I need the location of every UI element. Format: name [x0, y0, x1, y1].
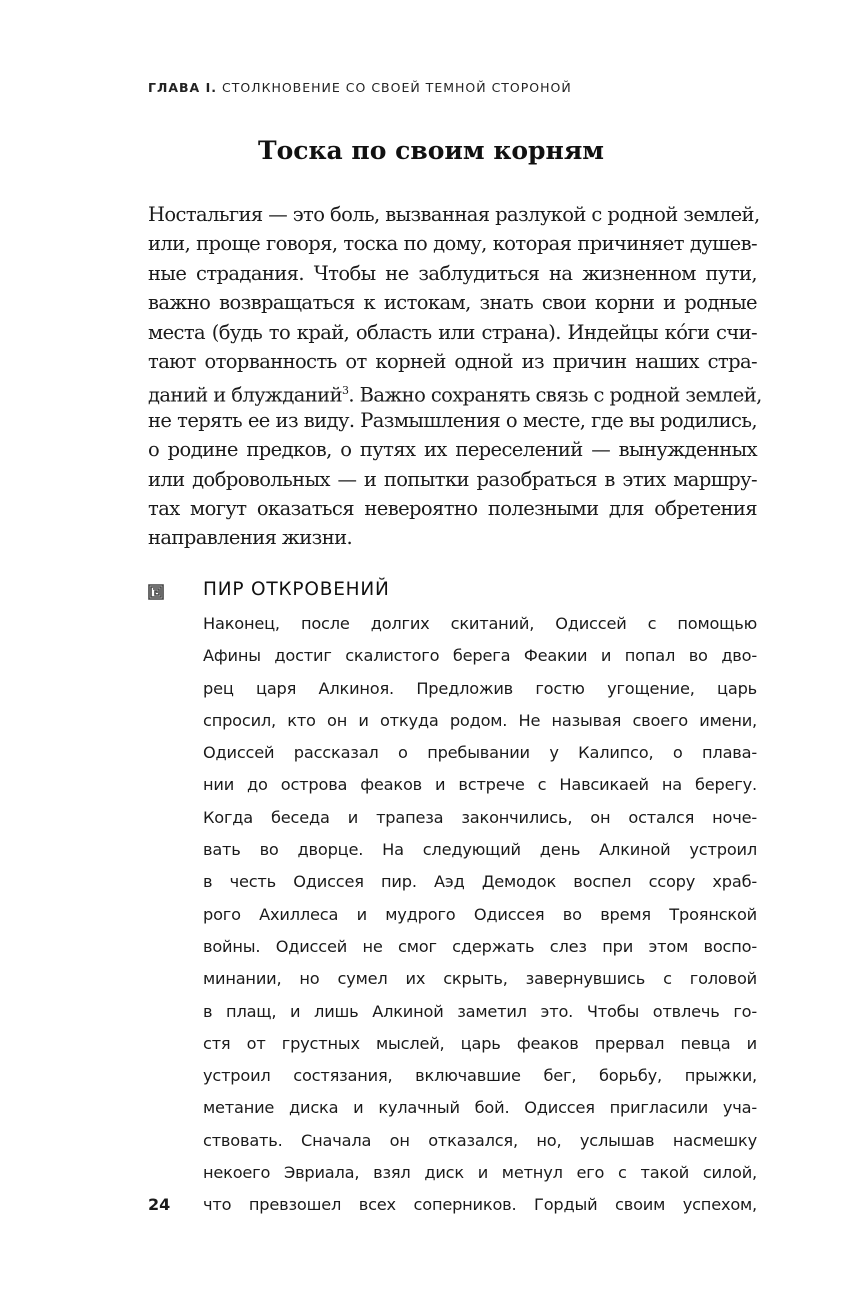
text-line: в плащ, и лишь Алкиной заметил это. Чтобы отвлечь го-	[203, 1001, 757, 1021]
running-header	[148, 80, 572, 95]
text-line: что превзошел всех соперников. Гордый своим успехом,	[203, 1195, 757, 1215]
text-line: спросил, кто он и откуда родом. Не называя своего имени,	[203, 710, 757, 730]
text-line: или добровольных — и попытки разобраться в этих маршру-	[148, 467, 757, 491]
text-line: Наконец, после долгих скитаний, Одиссей с помощью	[203, 614, 757, 633]
text-line: о родине предков, о путях их переселений — вынужденных	[148, 438, 757, 462]
box-title: ПИР ОТКРОВЕНИЙ	[203, 579, 390, 600]
text-line: Ностальгия — это боль, вызванная разлукой с родной землей,	[148, 203, 760, 226]
text-line: тах могут оказаться невероятно полезными для обретения	[148, 496, 757, 520]
section-title: Тоска по своим корням	[257, 136, 605, 165]
text-line: не терять ее из виду. Размышления о месте, где вы родились,	[148, 408, 757, 432]
text-line: стя от грустных мыслей, царь феаков прервал певца и	[203, 1033, 757, 1053]
text-line: устроил состязания, включавшие бег, борьбу, прыжки,	[203, 1066, 757, 1086]
text-line: ные страдания. Чтобы не заблудиться на жизненном пути,	[148, 261, 757, 285]
text-line: некоего Эвриала, взял диск и метнул его с такой силой,	[203, 1163, 757, 1183]
text-line: тают оторванность от корней одной из причин наших стра-	[148, 349, 757, 373]
text-line: или, проще говоря, тоска по дому, которая причиняет душев-	[148, 232, 757, 256]
text-line: рого Ахиллеса и мудрого Одиссея во время Троянской	[203, 904, 757, 924]
body-paragraph	[148, 200, 762, 553]
text-line: важно возвращаться к истокам, знать свои корни и родные	[148, 291, 757, 315]
text-line: направления жизни.	[148, 526, 353, 550]
chapter-label: ГЛАВА I.	[148, 80, 217, 95]
box-text	[203, 608, 757, 1222]
greek-key-icon	[148, 584, 164, 600]
text-line: места (будь то край, область или страна). Индейцы кóги счи-	[148, 320, 757, 344]
text-fragment: . Важно сохранять связь с родной землей,	[348, 383, 762, 407]
text-line: вать во дворце. На следующий день Алкиной устроил	[203, 840, 757, 860]
text-line: Одиссей рассказал о пребывании у Калипсо, о плава-	[203, 743, 757, 763]
text-line: войны. Одиссей не смог сдержать слез при этом воспо-	[203, 936, 757, 956]
text-line: минании, но сумел их скрыть, завернувшись с головой	[203, 969, 757, 989]
text-line: метание диска и кулачный бой. Одиссея пригласили уча-	[203, 1098, 757, 1118]
footnote-ref[interactable]: 3	[341, 384, 349, 398]
page-number: 24	[148, 1195, 171, 1214]
text-line: Когда беседа и трапеза закончились, он остался ноче-	[203, 807, 757, 827]
text-line	[148, 376, 762, 407]
text-line: Афины достиг скалистого берега Феакии и попал во дво-	[203, 646, 757, 666]
text-line: ствовать. Сначала он отказался, но, услышав насмешку	[203, 1130, 757, 1150]
text-line: нии до острова феаков и встрече с Навсикаей на берегу.	[203, 775, 757, 795]
text-line: в честь Одиссея пир. Аэд Демодок воспел ссору храб-	[203, 872, 757, 892]
chapter-title: СТОЛКНОВЕНИЕ СО СВОЕЙ ТЕМНОЙ СТОРОНОЙ	[221, 80, 572, 95]
text-fragment: даний и блужданий	[148, 383, 342, 407]
text-line: рец царя Алкиноя. Предложив гостю угощение, царь	[203, 678, 757, 698]
